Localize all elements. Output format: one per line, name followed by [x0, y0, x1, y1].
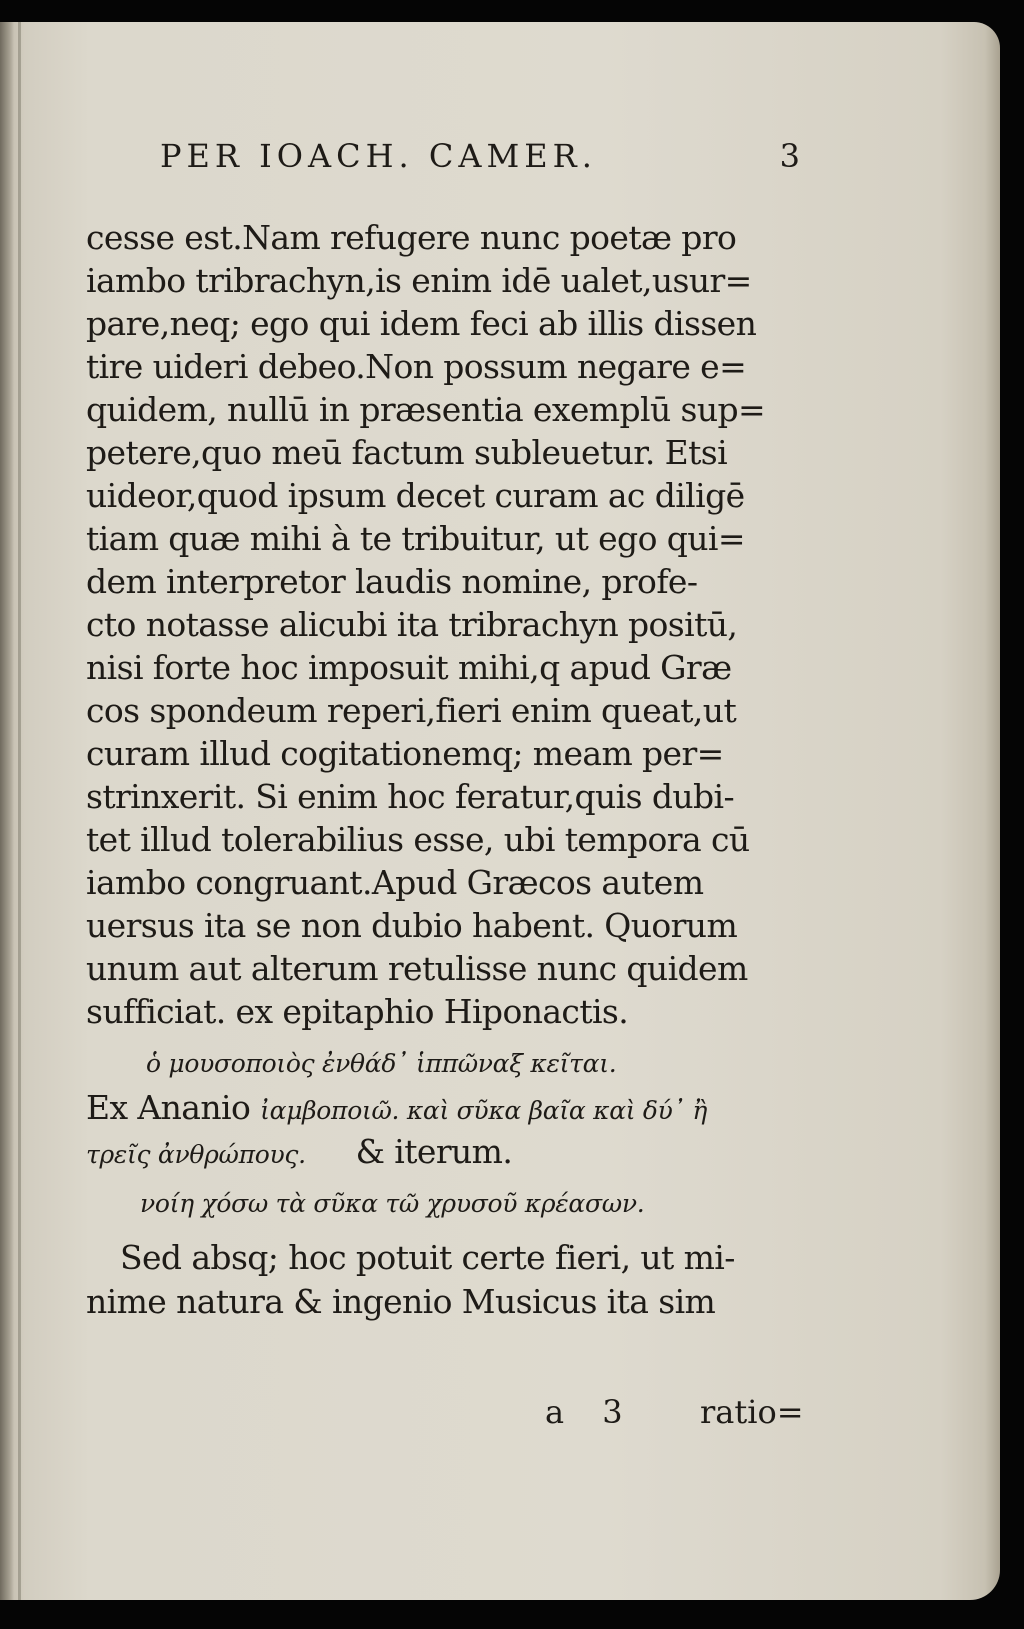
greek-verse-line: ὁ μουσοποιὸς ἐνθάδ᾽ ἱππῶναξ κεῖται.: [146, 1049, 617, 1078]
text-line: petere,quo meū factum subleuetur. Etsi: [86, 433, 728, 472]
text-line: Sed absq; hoc potuit certe fieri, ut mi-: [120, 1238, 735, 1277]
text-line: iambo tribrachyn,is enim idē ualet,usur=: [86, 261, 752, 300]
signature-mark: a 3: [545, 1393, 623, 1431]
text-line: curam illud cogitationemq; meam per=: [86, 734, 724, 773]
greek-phrase: ἰαμβοποιῶ. καὶ σῦκα βαῖα καὶ δύ᾽ ἢ: [260, 1096, 708, 1125]
text-line: quidem, nullū in præsentia exemplū sup=: [86, 390, 766, 429]
text-line: uideor,quod ipsum decet curam ac diligē: [86, 476, 745, 515]
text-line: tet illud tolerabilius esse, ubi tempora cū: [86, 820, 750, 859]
text-line: pare,neq; ego qui idem feci ab illis dissen: [86, 304, 757, 343]
text-line: tire uideri debeo.Non possum negare e=: [86, 347, 747, 386]
ananio-line: [86, 1088, 707, 1131]
text-line: iambo congruant.Apud Græcos autem: [86, 863, 704, 902]
book-page: [0, 22, 1000, 1600]
text-line: sufficiat. ex epitaphio Hiponactis.: [86, 992, 629, 1031]
greek-verse-line: νοίη χόσω τὰ σῦκα τῶ χρυσοῦ κρέασων.: [140, 1189, 645, 1218]
page-text: [0, 22, 1000, 1600]
page-number: 3: [779, 137, 800, 175]
text-line: cesse est.Nam refugere nunc poetæ pro: [86, 218, 737, 257]
latin-phrase: & iterum.: [355, 1132, 513, 1171]
text-line: unum aut alterum retulisse nunc quidem: [86, 949, 748, 988]
phrases-line: [86, 1132, 512, 1175]
text-line: tiam quæ mihi à te tribuitur, ut ego qui=: [86, 519, 745, 558]
text-line: strinxerit. Si enim hoc feratur,quis dubi-: [86, 777, 735, 816]
latin-phrase: Ex Ananio: [86, 1088, 251, 1127]
text-line: nisi forte hoc imposuit mihi,q apud Græ: [86, 648, 732, 687]
text-line: cto notasse alicubi ita tribrachyn positū,: [86, 605, 738, 644]
running-title: PER IOACH. CAMER.: [160, 137, 597, 175]
text-line: dem interpretor laudis nomine, profe-: [86, 562, 698, 601]
greek-phrase: τρεῖς ἀνθρώπους.: [86, 1140, 306, 1169]
running-header: [160, 137, 800, 181]
text-line: cos spondeum reperi,fieri enim queat,ut: [86, 691, 737, 730]
text-line: nime natura & ingenio Musicus ita sim: [86, 1282, 716, 1321]
text-line: uersus ita se non dubio habent. Quorum: [86, 906, 738, 945]
catchword: ratio=: [700, 1393, 804, 1431]
